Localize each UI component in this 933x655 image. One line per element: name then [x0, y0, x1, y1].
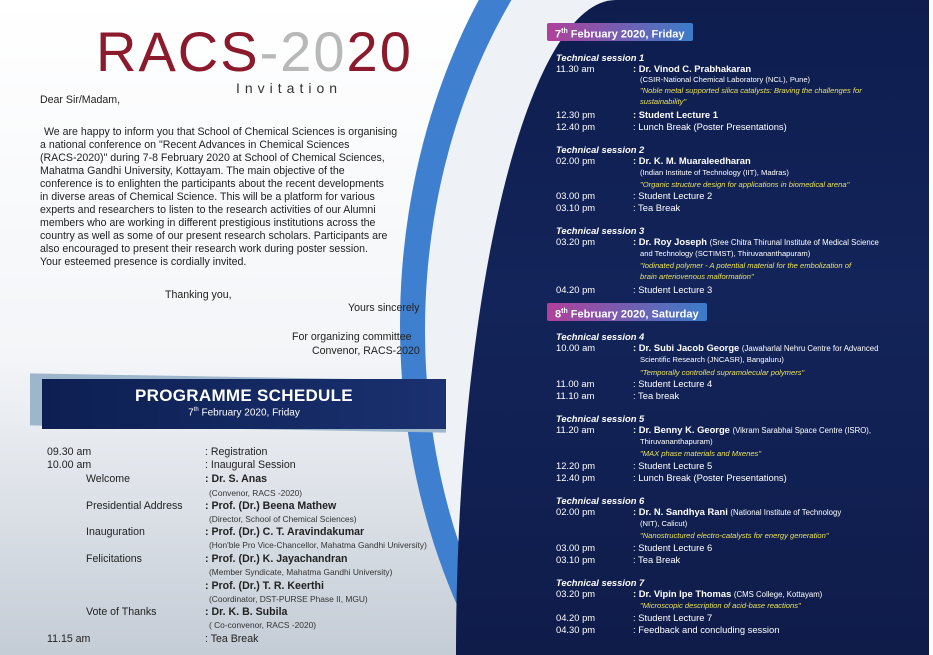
session-heading: Technical session 3	[556, 225, 645, 236]
row-note: (Member Syndicate, Mahatma Gandhi University)	[209, 567, 393, 577]
entry-time: 04.30 pm	[556, 624, 596, 635]
letter-line: conference is to enlighten the participants about the recent developments	[40, 178, 384, 190]
row-note: (Convenor, RACS -2020)	[209, 488, 303, 498]
day1-badge	[547, 23, 693, 41]
letter-line: Your esteemed presence is cordially invited.	[40, 256, 247, 268]
row-label: Presidential Address	[86, 500, 183, 512]
row-value: : Prof. (Dr.) Beena Mathew	[205, 500, 337, 512]
row-value: : Dr. S. Anas	[205, 473, 268, 485]
letter-line: (RACS-2020)" during 7-8 February 2020 at School of Chemical Sciences,	[40, 152, 385, 164]
entry-value: : Feedback and concluding session	[633, 624, 780, 635]
letter-line: members who are working in different prestigious institutions across the	[40, 217, 376, 229]
speaker-name: : Dr. Benny K. George	[633, 424, 730, 435]
row-note: (Hon'ble Pro Vice-Chancellor, Mahatma Gandhi University)	[209, 540, 427, 550]
title-year-second: 20	[346, 20, 413, 83]
entry-time: 12.20 pm	[556, 460, 596, 471]
row-value: : Prof. (Dr.) K. Jayachandran	[205, 553, 348, 565]
entry-time: 04.20 pm	[556, 284, 596, 295]
talk-title: "Nanostructured electro-catalysts for energy generation"	[640, 531, 829, 540]
programme-heading: PROGRAMME SCHEDULE	[135, 386, 353, 405]
speaker-entry	[633, 588, 822, 599]
entry-value: : Tea break	[633, 390, 680, 401]
entry-time: 03.20 pm	[556, 236, 596, 247]
programme-date-num: 7	[188, 407, 194, 419]
entry-time: 02.00 pm	[556, 506, 596, 517]
thanking-you: Thanking you,	[165, 289, 232, 301]
session-heading: Technical session 6	[556, 495, 645, 506]
entry-value: : Lunch Break (Poster Presentations)	[633, 121, 787, 132]
entry-time: 03.20 pm	[556, 588, 596, 599]
session-heading: Technical session 1	[556, 52, 645, 63]
entry-time: 11.10 am	[556, 390, 595, 401]
speaker-affiliation: (CSIR-National Chemical Laboratory (NCL), Pune)	[640, 75, 811, 84]
entry-time: 11.30 am	[556, 63, 595, 74]
entry-time: 11.00 am	[556, 378, 595, 389]
row-time: 10.00 am	[47, 459, 92, 471]
speaker-name: : Dr. Vinod C. Prabhakaran	[633, 63, 752, 74]
letter-line: We are happy to inform you that School of Chemical Sciences is organising	[44, 126, 398, 138]
salutation: Dear Sir/Madam,	[40, 94, 121, 106]
entry-time: 12.40 pm	[556, 472, 596, 483]
speaker-affiliation: Scientific Research (JNCASR), Bangaluru)	[640, 355, 784, 364]
entry-time: 10.00 am	[556, 342, 596, 353]
entry-value: : Student Lecture 2	[633, 190, 713, 201]
talk-title: "Organic structure design for applications in biomedical arena"	[640, 180, 850, 189]
row-value: : Tea Break	[205, 633, 259, 645]
day1-sup: th	[561, 28, 568, 35]
letter-line: in diverse areas of Chemical Science. This will be a platform for various	[40, 191, 375, 203]
speaker-affiliation: (Indian Institute of Technology (IIT), Madras)	[640, 168, 789, 177]
talk-title: "Iodinated polymer - A potential material for the embolization of	[640, 261, 852, 270]
entry-value: : Lunch Break (Poster Presentations)	[633, 472, 787, 483]
speaker-entry	[633, 424, 871, 435]
entry-time: 03.10 pm	[556, 202, 596, 213]
day2-num: 8	[555, 308, 562, 321]
row-value: : Dr. K. B. Subila	[205, 606, 288, 618]
speaker-affiliation: and Technology (SCTIMST), Thiruvananthapuram)	[640, 249, 811, 258]
day1-num: 7	[555, 28, 562, 41]
session-heading: Technical session 7	[556, 577, 645, 588]
day1-rest: February 2020, Friday	[567, 28, 685, 41]
letter-line: a national conference on "Recent Advances in Chemical Sciences	[40, 139, 350, 151]
talk-title: brain arteriovenous malformation"	[640, 272, 754, 281]
title-dash: -	[259, 20, 281, 83]
title-racs: RACS	[96, 20, 260, 83]
entry-time: 04.20 pm	[556, 612, 596, 623]
row-value: : Prof. (Dr.) C. T. Aravindakumar	[205, 526, 365, 538]
entry-time: 03.00 pm	[556, 542, 596, 553]
row-label: Inauguration	[86, 526, 145, 538]
speaker-affiliation: (National Institute of Technology	[730, 508, 842, 517]
entry-time: 02.00 pm	[556, 155, 596, 166]
talk-title: "Noble metal supported silica catalysts: Braving the challenges for	[640, 86, 862, 95]
entry-value: : Student Lecture 5	[633, 460, 713, 471]
speaker-entry	[633, 236, 879, 247]
day2-badge	[547, 303, 707, 321]
speaker-name: : Dr. Vipin Ipe Thomas	[633, 588, 732, 599]
speaker-name: : Dr. Subi Jacob George	[633, 342, 740, 353]
entry-time: 03.10 pm	[556, 554, 596, 565]
yours-sincerely: Yours sincerely	[348, 302, 420, 314]
entry-time: 11.20 am	[556, 424, 595, 435]
talk-title: "Temporally controlled supramolecular polymers"	[640, 368, 805, 377]
entry-time: 12.30 pm	[556, 109, 596, 120]
letter-line: also encouraged to present their research work during poster session.	[40, 243, 368, 255]
speaker-affiliation: (Sree Chitra Thirunal Institute of Medical Science	[709, 238, 879, 247]
entry-value: : Student Lecture 4	[633, 378, 713, 389]
talk-title: "Microscopic description of acid-base reactions"	[640, 601, 801, 610]
entry-value: : Tea Break	[633, 202, 681, 213]
row-note: (Coordinator, DST-PURSE Phase II, MGU)	[209, 594, 368, 604]
title-year-first: 20	[280, 20, 347, 83]
session-heading: Technical session 5	[556, 413, 645, 424]
row-value: : Inaugural Session	[205, 459, 296, 471]
row-value: : Registration	[205, 446, 268, 458]
talk-title: "MAX phase materials and Mxenes"	[640, 449, 762, 458]
session-heading: Technical session 4	[556, 331, 645, 342]
letter-line: experts and researchers to listen to the research activities of our Alumni	[40, 204, 376, 216]
speaker-affiliation: (NIT), Calicut)	[640, 519, 688, 528]
entry-value: : Tea Break	[633, 554, 681, 565]
day2-sup: th	[561, 308, 568, 315]
talk-title: sustainability"	[640, 97, 687, 106]
entry-value: : Student Lecture 3	[633, 284, 713, 295]
programme-date-sup: th	[193, 407, 199, 413]
entry-value: : Student Lecture 7	[633, 612, 713, 623]
row-label: Felicitations	[86, 553, 142, 565]
speaker-affiliation: (Jawaharlal Nehru Centre for Advanced	[741, 344, 879, 353]
day2-rest: February 2020, Saturday	[567, 308, 699, 321]
for-organizing-committee: For organizing committee	[292, 331, 412, 343]
programme-date-rest: February 2020, Friday	[198, 407, 300, 419]
speaker-entry	[633, 506, 841, 517]
speaker-affiliation: (CMS College, Kottayam)	[733, 590, 823, 599]
speaker-affiliation: (Vikram Sarabhai Space Centre (ISRO),	[732, 426, 872, 435]
row-value: : Prof. (Dr.) T. R. Keerthi	[205, 580, 324, 592]
letter-line: country as well as some of our present research scholars. Participants are	[40, 230, 388, 242]
speaker-name: : Dr. N. Sandhya Rani	[633, 506, 728, 517]
entry-value: : Student Lecture 6	[633, 542, 713, 553]
speaker-name: : Dr. Roy Joseph	[633, 236, 707, 247]
row-time: 11.15 am	[47, 633, 91, 645]
speaker-affiliation: Thiruvananthapuram)	[640, 437, 713, 446]
convenor-signature: Convenor, RACS-2020	[312, 345, 420, 357]
speaker-entry	[633, 342, 878, 353]
session-heading: Technical session 2	[556, 144, 645, 155]
row-label: Vote of Thanks	[86, 606, 157, 618]
letter-line: Mahatma Gandhi University, Kottayam. The main objective of the	[40, 165, 345, 177]
row-note: ( Co-convenor, RACS -2020)	[209, 620, 317, 630]
entry-time: 12.40 pm	[556, 121, 596, 132]
speaker-name: : Dr. K. M. Muaraleedharan	[633, 155, 751, 166]
row-time: 09.30 am	[47, 446, 92, 458]
entry-time: 03.00 pm	[556, 190, 596, 201]
row-label: Welcome	[86, 473, 130, 485]
row-note: (Director, School of Chemical Sciences)	[209, 514, 357, 524]
entry-value: : Student Lecture 1	[633, 109, 718, 120]
subtitle-invitation: Invitation	[236, 80, 343, 96]
